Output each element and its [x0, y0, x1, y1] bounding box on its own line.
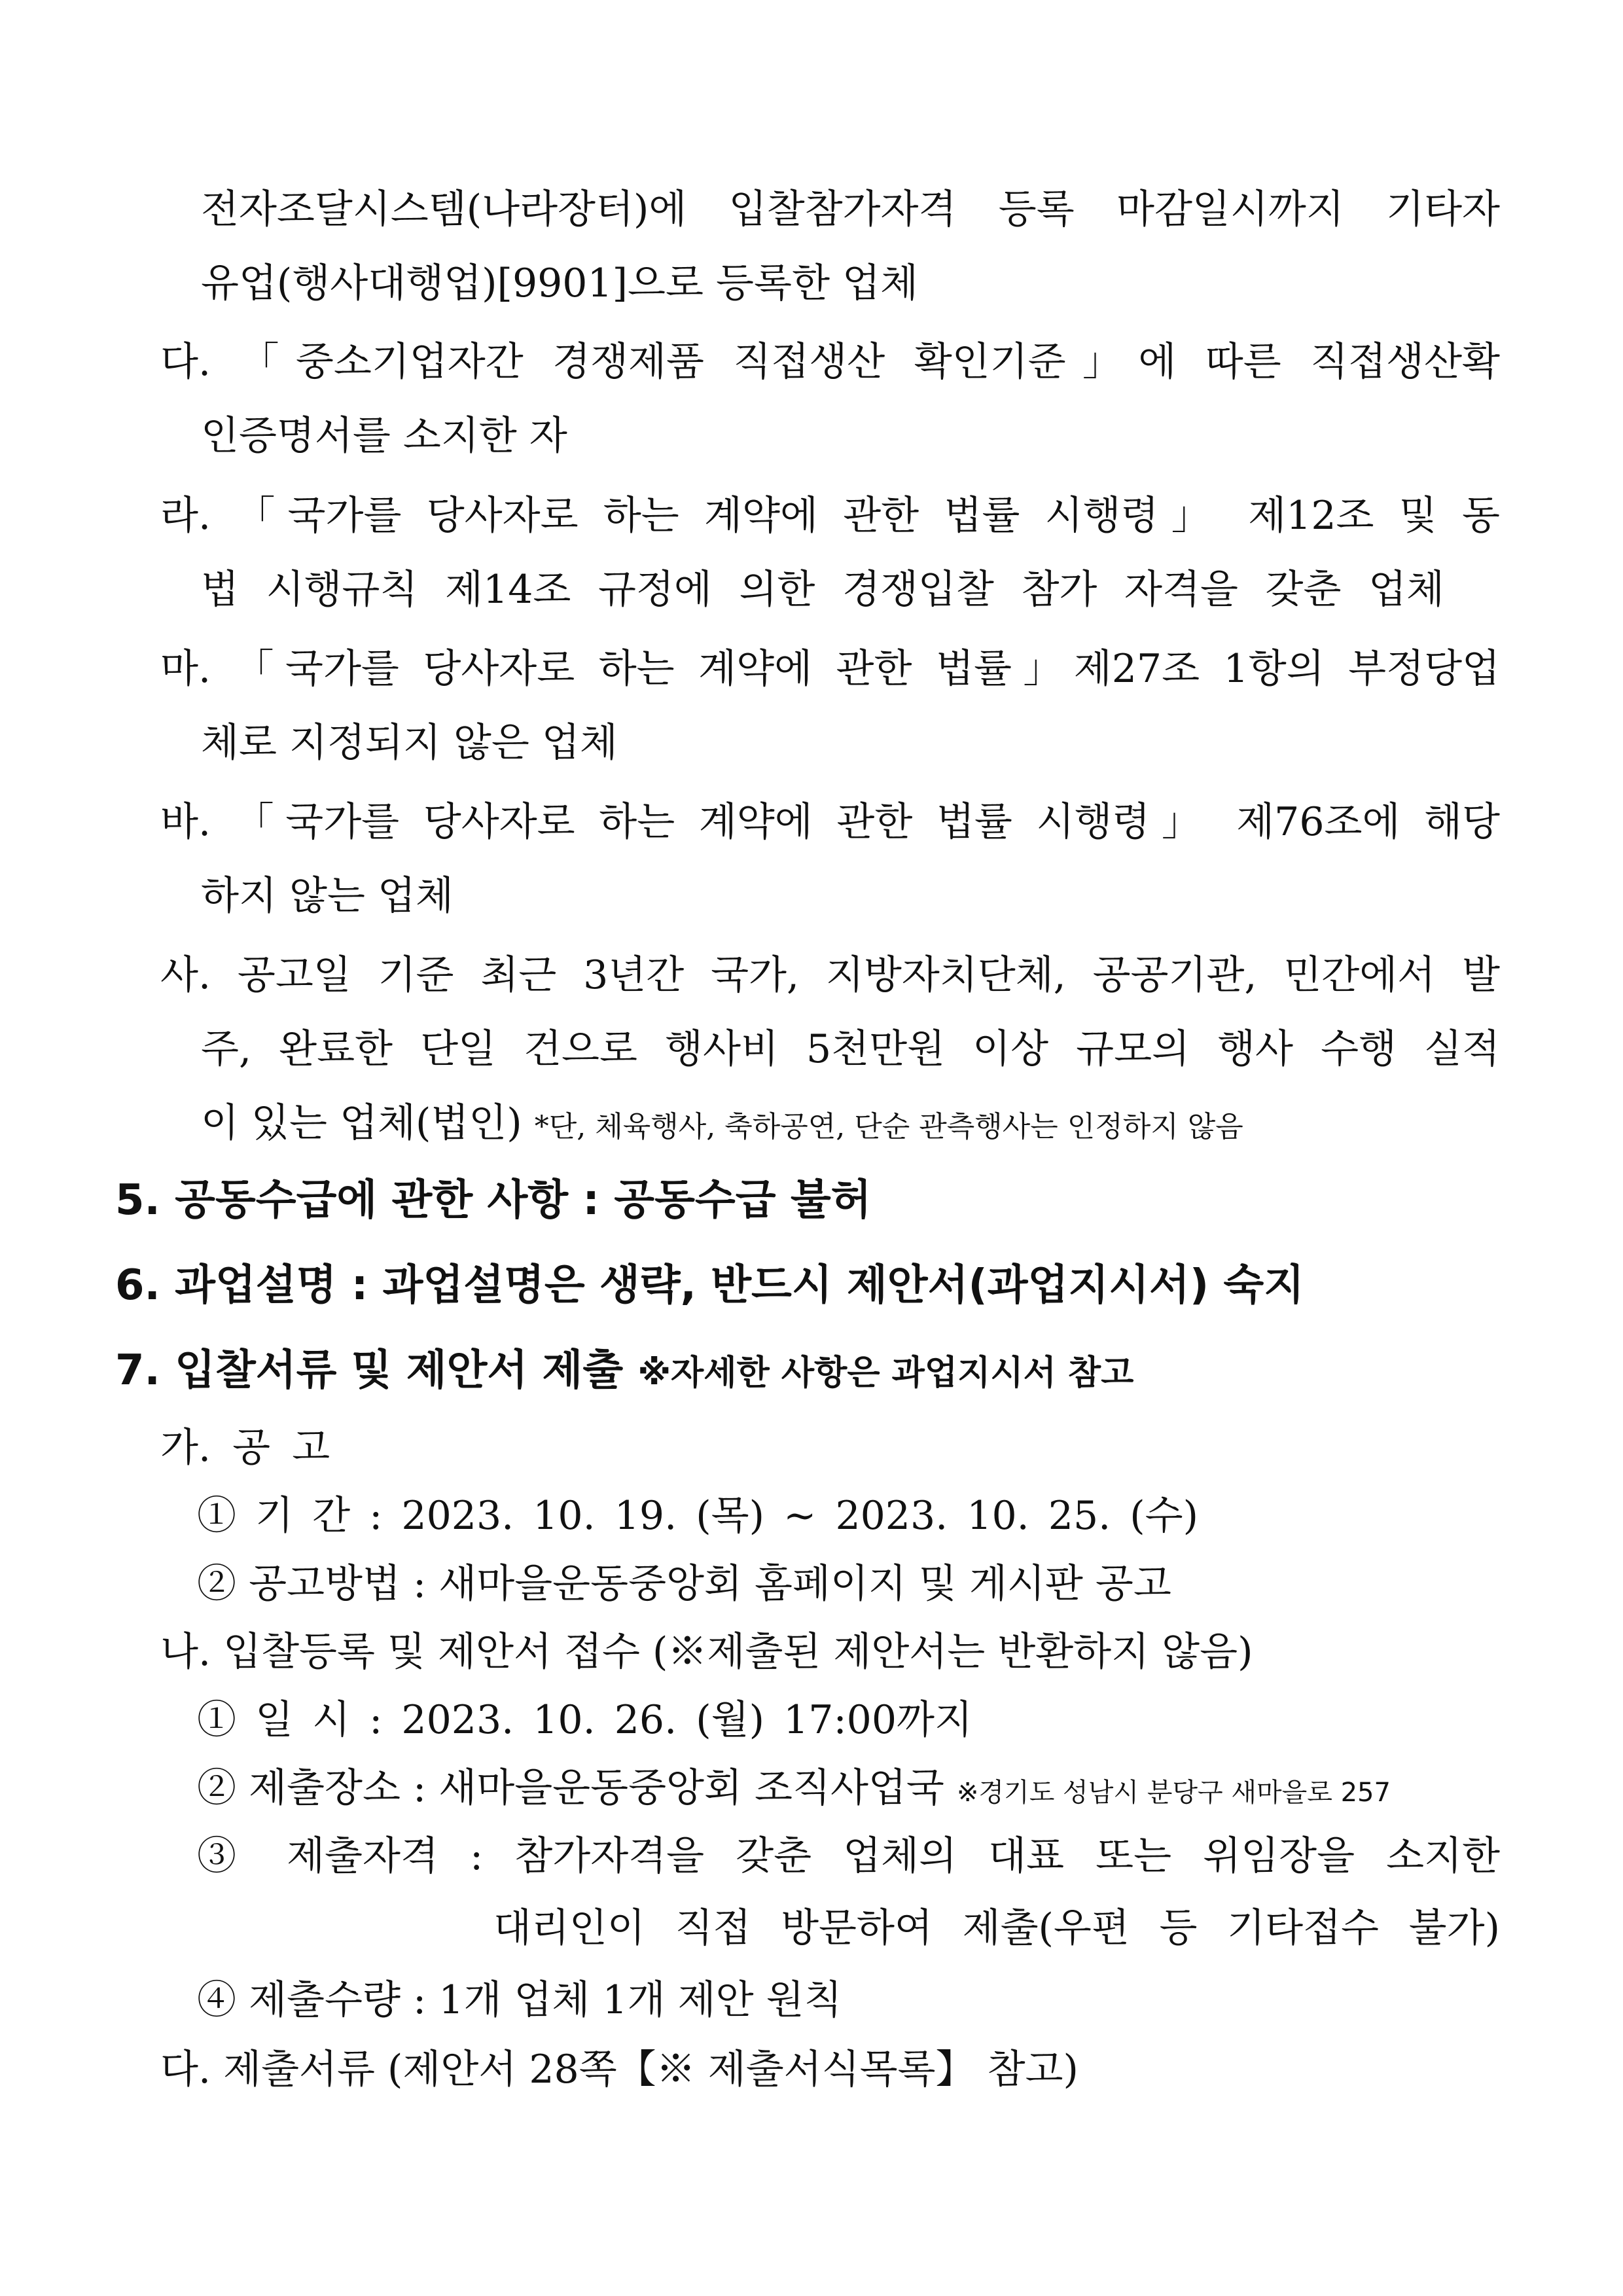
da2-title: 다. 제출서류 (제안서 28쪽【※ 제출서식목록】 참고): [160, 2047, 1079, 2092]
intro-line-2: 유업(행사대행업)[9901]으로 등록한 업체: [201, 260, 918, 306]
na-place: [197, 1765, 1391, 1811]
item-da-line-2: 인증명서를 소지한 자: [201, 413, 567, 459]
section-6-heading: 6. 과업설명 : 과업설명은 생략, 반드시 제안서(과업지시서) 숙지: [115, 1261, 1304, 1310]
section-7-title: 7. 입찰서류 및 제안서 제출: [115, 1346, 638, 1395]
ga-title: 가. 공 고: [160, 1425, 330, 1471]
section-7-heading: [115, 1346, 1134, 1395]
na-place-main: ② 제출장소 : 새마을운동중앙회 조직사업국: [197, 1765, 957, 1811]
item-ra-line-2: 법 시행규칙 제14조 규정에 의한 경쟁입찰 참가 자격을 갖춘 업체: [201, 567, 1444, 613]
section-5-heading: 5. 공동수급에 관한 사항 : 공동수급 불허: [115, 1176, 872, 1225]
item-sa-footnote: *단, 체육행사, 축하공연, 단순 관측행사는 인정하지 않음: [534, 1110, 1243, 1143]
ga-period: ① 기 간 : 2023. 10. 19. (목) ~ 2023. 10. 25. (수): [197, 1493, 1199, 1539]
item-sa-line-2: 주, 완료한 단일 건으로 행사비 5천만원 이상 규모의 행사 수행 실적: [201, 1026, 1500, 1072]
na-qualification-line-1: ③ 제출자격 : 참가자격을 갖춘 업체의 대표 또는 위임장을 소지한: [197, 1833, 1500, 1879]
item-ba-line-1: 바. 「국가를 당사자로 하는 계약에 관한 법률 시행령」 제76조에 해당: [160, 799, 1500, 845]
item-ma-line-1: 마. 「국가를 당사자로 하는 계약에 관한 법률」제27조 1항의 부정당업: [160, 646, 1500, 692]
item-ma-line-2: 체로 지정되지 않은 업체: [201, 720, 618, 766]
item-da-line-1: 다. 「중소기업자간 경쟁제품 직접생산 확인기준」에 따른 직접생산확: [160, 339, 1500, 385]
intro-line-1: 전자조달시스템(나라장터)에 입찰참가자격 등록 마감일시까지 기타자: [201, 187, 1500, 232]
na-place-note: ※경기도 성남시 분당구 새마을로 257: [956, 1778, 1391, 1808]
ga-method: ② 공고방법 : 새마을운동중앙회 홈페이지 및 게시판 공고: [197, 1561, 1171, 1607]
na-quantity: ④ 제출수량 : 1개 업체 1개 제안 원칙: [197, 1977, 842, 2023]
item-ba-line-2: 하지 않는 업체: [201, 873, 454, 919]
item-sa-line-3-main: 이 있는 업체(법인): [201, 1100, 535, 1146]
item-sa-line-1: 사. 공고일 기준 최근 3년간 국가, 지방자치단체, 공공기관, 민간에서 발: [160, 952, 1500, 998]
na-datetime: ① 일 시 : 2023. 10. 26. (월) 17:00까지: [197, 1697, 972, 1743]
item-sa-line-3: [201, 1100, 1243, 1146]
item-ra-line-1: 라. 「국가를 당사자로 하는 계약에 관한 법률 시행령」 제12조 및 동: [160, 493, 1500, 539]
na-qualification-line-2: 대리인이 직접 방문하여 제출(우편 등 기타접수 불가): [493, 1905, 1500, 1951]
na-title: 나. 입찰등록 및 제안서 접수 (※제출된 제안서는 반환하지 않음): [160, 1629, 1253, 1675]
section-7-note: ※자세한 사항은 과업지시서 참고: [637, 1354, 1134, 1393]
